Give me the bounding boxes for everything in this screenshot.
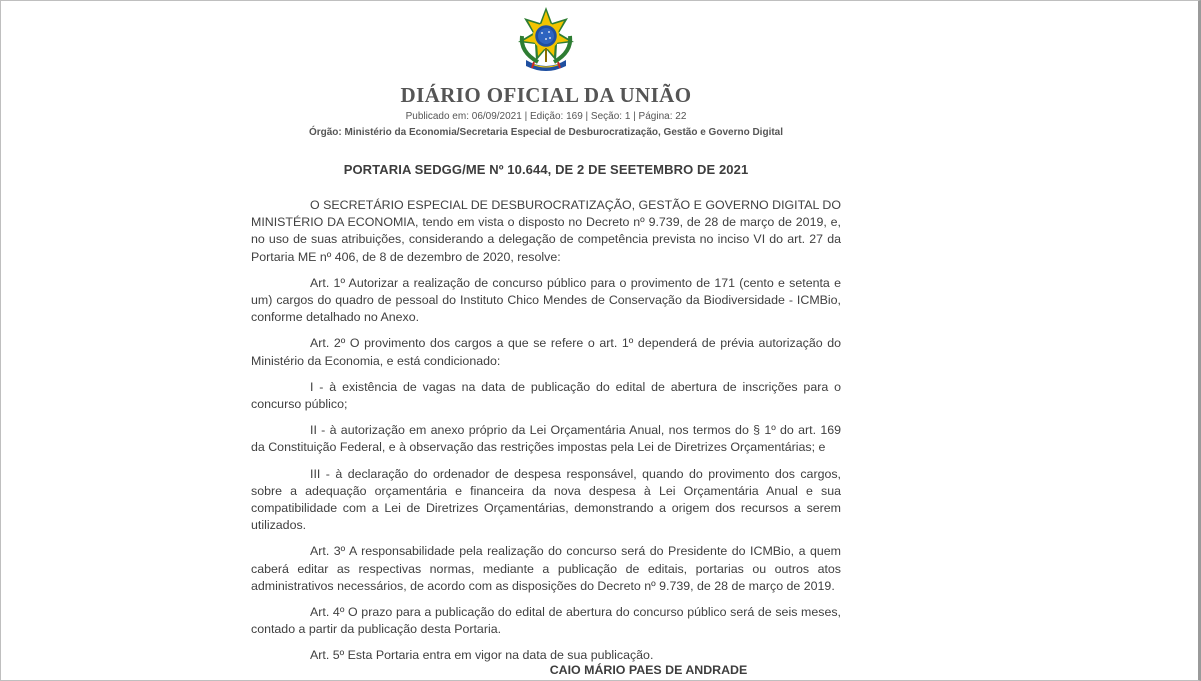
item-ii: II - à autorização em anexo próprio da Lei Orçamentária Anual, nos termos do § 1º do art. 169 da Constituição Federal, e à observação das restrições impostas pela Lei de Diretrizes Orçamentárias; e [251, 423, 841, 455]
item-iii: III - à declaração do ordenador de despesa responsável, quando do provimento dos cargos, sobre a adequação orçamentária e financeira da nova despesa à Lei Orçamentária Anual e sua compatibilidade com a Lei de Diretrizes Orçamentárias, demonstrando a origem dos recursos a serem utilizados. [251, 466, 841, 533]
orgao-value: Ministério da Economia/Secretaria Especial de Desburocratização, Gestão e Governo Digital [344, 127, 784, 138]
document-title: PORTARIA SEDGG/ME Nº 10.644, DE 2 DE SEETEMBRO DE 2021 [343, 162, 749, 177]
item-i: I - à existência de vagas na data de publicação do edital de abertura de inscrições para o concurso público; [251, 379, 841, 412]
publication-info: Publicado em: 06/09/2021 | Edição: 169 | Seção: 1 | Página: 22 [405, 111, 687, 122]
article-2: Art. 2º O provimento dos cargos a que se refere o art. 1º dependerá de prévia autorização do Ministério da Economia, e está condicionado: [251, 336, 841, 368]
article-5: Art. 5º Esta Portaria entra em vigor na data de sua publicação. [310, 648, 654, 663]
signer-name: CAIO MÁRIO PAES DE ANDRADE [549, 663, 748, 677]
article-3: Art. 3º A responsabilidade pela realização do concurso será do Presidente do ICMBio, a quem caberá editar as respectivas normas, mediante a publicação de editais, portarias ou outros atos administrativos necessários, de acordo com as disposições do Decreto nº 9.739, de 28 de março de 2019. [251, 544, 841, 593]
document-body [251, 197, 841, 674]
article-1: Art. 1º Autorizar a realização de concurso público para o provimento de 171 (cento e setenta e um) cargos do quadro de pessoal do Instituto Chico Mendes de Conservação da Biodiversidade - ICMBio, conforme detalhado no Anexo. [251, 275, 841, 325]
article-4: Art. 4º O prazo para a publicação do edital de abertura do concurso público será de seis meses, contado a partir da publicação desta Portaria. [251, 605, 841, 637]
orgao-label: Órgão: [308, 127, 342, 138]
orgao-line [0, 127, 1092, 138]
brazil-coat-of-arms-icon [512, 6, 580, 72]
preamble-paragraph: O SECRETÁRIO ESPECIAL DE DESBUROCRATIZAÇÃO, GESTÃO E GOVERNO DIGITAL DO MINISTÉRIO DA ECONOMIA, tendo em vista o disposto no Decreto nº 9.739, de 28 de março de 2019, e, no uso de suas atribuições, considerando a delegação de competência prevista no inciso VI do art. 27 da Portaria ME nº 406, de 8 de dezembro de 2020, resolve: [251, 198, 841, 264]
masthead-title: DIÁRIO OFICIAL DA UNIÃO [400, 83, 692, 107]
